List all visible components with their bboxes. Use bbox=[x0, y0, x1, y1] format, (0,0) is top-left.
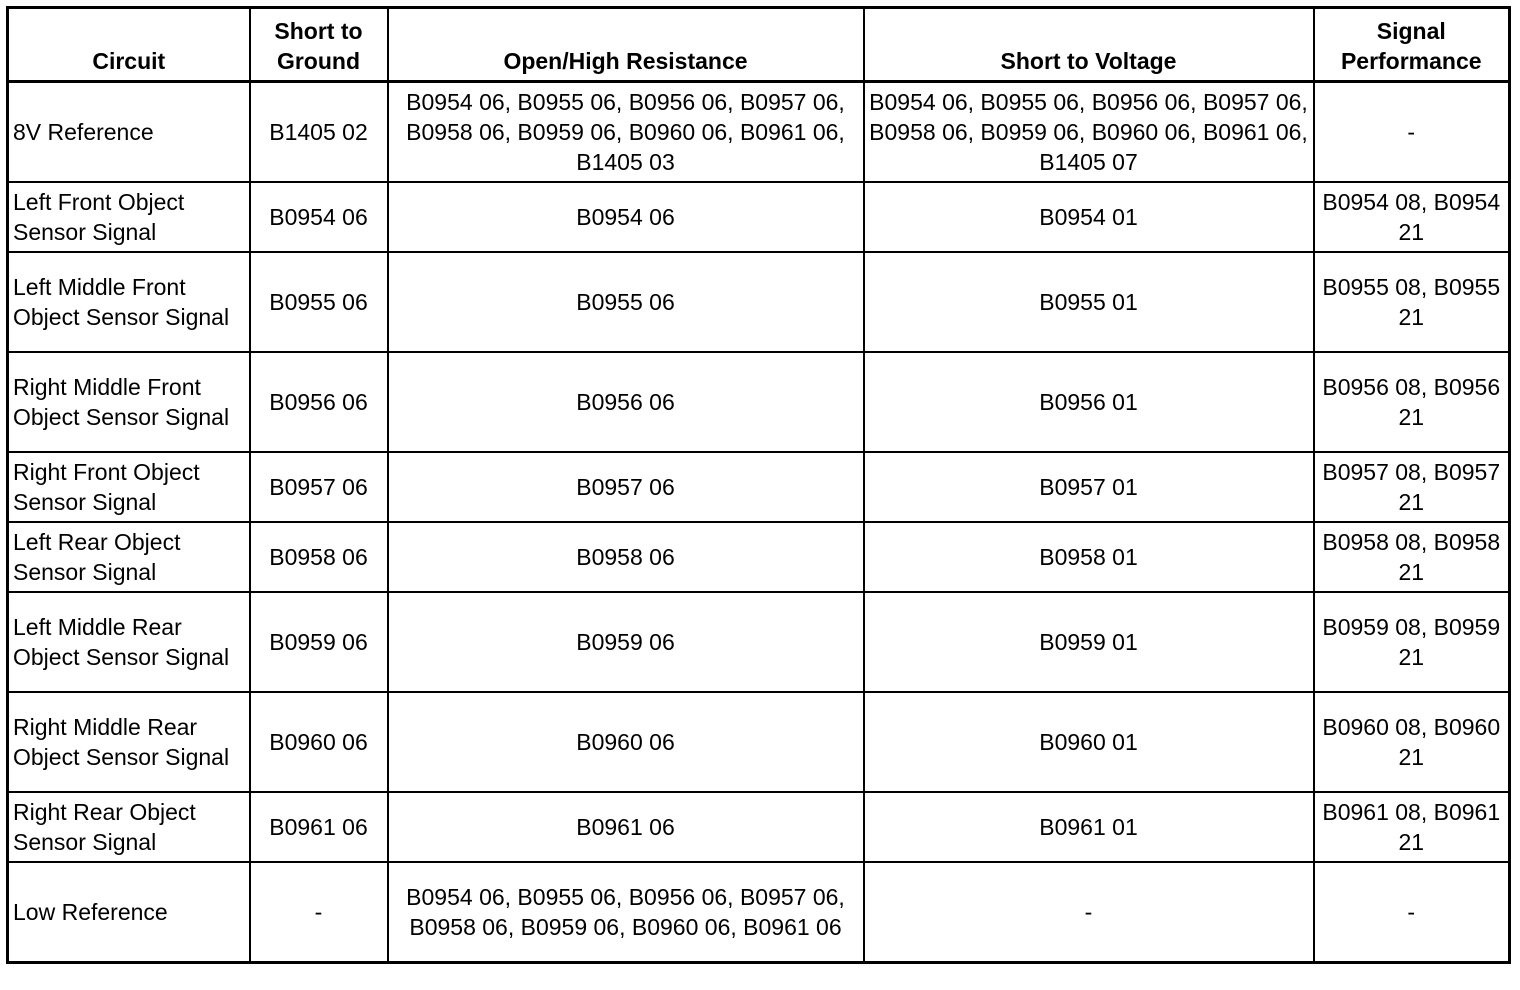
open-high-resistance-cell: B0954 06, B0955 06, B0956 06, B0957 06, B0958 06, B0959 06, B0960 06, B0961 06, B1405 03 bbox=[388, 82, 864, 183]
circuit-cell: Left Middle Front Object Sensor Signal bbox=[8, 252, 250, 352]
dtc-table bbox=[6, 6, 1511, 964]
open-high-resistance-cell: B0955 06 bbox=[388, 252, 864, 352]
circuit-cell: Left Front Object Sensor Signal bbox=[8, 182, 250, 252]
signal-performance-cell: B0957 08, B0957 21 bbox=[1314, 452, 1510, 522]
table-row bbox=[8, 452, 1510, 522]
table-row bbox=[8, 522, 1510, 592]
short-to-ground-cell: B0958 06 bbox=[250, 522, 388, 592]
circuit-cell: Right Middle Rear Object Sensor Signal bbox=[8, 692, 250, 792]
short-to-voltage-cell: B0954 01 bbox=[864, 182, 1314, 252]
circuit-cell: Right Middle Front Object Sensor Signal bbox=[8, 352, 250, 452]
circuit-cell: Right Rear Object Sensor Signal bbox=[8, 792, 250, 862]
open-high-resistance-cell: B0956 06 bbox=[388, 352, 864, 452]
short-to-ground-cell: B0955 06 bbox=[250, 252, 388, 352]
short-to-ground-cell: B0960 06 bbox=[250, 692, 388, 792]
header-row bbox=[8, 8, 1510, 82]
signal-performance-cell: B0958 08, B0958 21 bbox=[1314, 522, 1510, 592]
circuit-cell: Low Reference bbox=[8, 862, 250, 963]
signal-performance-cell: B0955 08, B0955 21 bbox=[1314, 252, 1510, 352]
open-high-resistance-cell: B0954 06 bbox=[388, 182, 864, 252]
open-high-resistance-cell: B0961 06 bbox=[388, 792, 864, 862]
header-short-to-ground: Short to Ground bbox=[250, 8, 388, 82]
circuit-cell: 8V Reference bbox=[8, 82, 250, 183]
table-row bbox=[8, 82, 1510, 183]
circuit-cell: Right Front Object Sensor Signal bbox=[8, 452, 250, 522]
signal-performance-cell: B0960 08, B0960 21 bbox=[1314, 692, 1510, 792]
short-to-voltage-cell: B0960 01 bbox=[864, 692, 1314, 792]
short-to-voltage-cell: B0956 01 bbox=[864, 352, 1314, 452]
open-high-resistance-cell: B0957 06 bbox=[388, 452, 864, 522]
short-to-ground-cell: B1405 02 bbox=[250, 82, 388, 183]
signal-performance-cell: B0956 08, B0956 21 bbox=[1314, 352, 1510, 452]
signal-performance-cell: B0961 08, B0961 21 bbox=[1314, 792, 1510, 862]
table-row bbox=[8, 792, 1510, 862]
short-to-ground-cell: B0954 06 bbox=[250, 182, 388, 252]
table-row bbox=[8, 352, 1510, 452]
short-to-ground-cell: B0956 06 bbox=[250, 352, 388, 452]
signal-performance-cell: - bbox=[1314, 862, 1510, 963]
short-to-voltage-cell: B0959 01 bbox=[864, 592, 1314, 692]
header-circuit: Circuit bbox=[8, 8, 250, 82]
circuit-cell: Left Rear Object Sensor Signal bbox=[8, 522, 250, 592]
header-short-to-voltage: Short to Voltage bbox=[864, 8, 1314, 82]
short-to-voltage-cell: - bbox=[864, 862, 1314, 963]
header-signal-performance: Signal Performance bbox=[1314, 8, 1510, 82]
table-row bbox=[8, 692, 1510, 792]
header-open-high-resistance: Open/High Resistance bbox=[388, 8, 864, 82]
open-high-resistance-cell: B0960 06 bbox=[388, 692, 864, 792]
short-to-ground-cell: B0957 06 bbox=[250, 452, 388, 522]
short-to-ground-cell: B0961 06 bbox=[250, 792, 388, 862]
table-row bbox=[8, 862, 1510, 963]
table-row bbox=[8, 182, 1510, 252]
short-to-voltage-cell: B0958 01 bbox=[864, 522, 1314, 592]
circuit-cell: Left Middle Rear Object Sensor Signal bbox=[8, 592, 250, 692]
table-row bbox=[8, 252, 1510, 352]
short-to-voltage-cell: B0955 01 bbox=[864, 252, 1314, 352]
signal-performance-cell: B0959 08, B0959 21 bbox=[1314, 592, 1510, 692]
short-to-voltage-cell: B0954 06, B0955 06, B0956 06, B0957 06, B0958 06, B0959 06, B0960 06, B0961 06, B1405 07 bbox=[864, 82, 1314, 183]
signal-performance-cell: B0954 08, B0954 21 bbox=[1314, 182, 1510, 252]
open-high-resistance-cell: B0959 06 bbox=[388, 592, 864, 692]
signal-performance-cell: - bbox=[1314, 82, 1510, 183]
open-high-resistance-cell: B0954 06, B0955 06, B0956 06, B0957 06, B0958 06, B0959 06, B0960 06, B0961 06 bbox=[388, 862, 864, 963]
table-row bbox=[8, 592, 1510, 692]
short-to-ground-cell: B0959 06 bbox=[250, 592, 388, 692]
short-to-ground-cell: - bbox=[250, 862, 388, 963]
short-to-voltage-cell: B0961 01 bbox=[864, 792, 1314, 862]
short-to-voltage-cell: B0957 01 bbox=[864, 452, 1314, 522]
open-high-resistance-cell: B0958 06 bbox=[388, 522, 864, 592]
